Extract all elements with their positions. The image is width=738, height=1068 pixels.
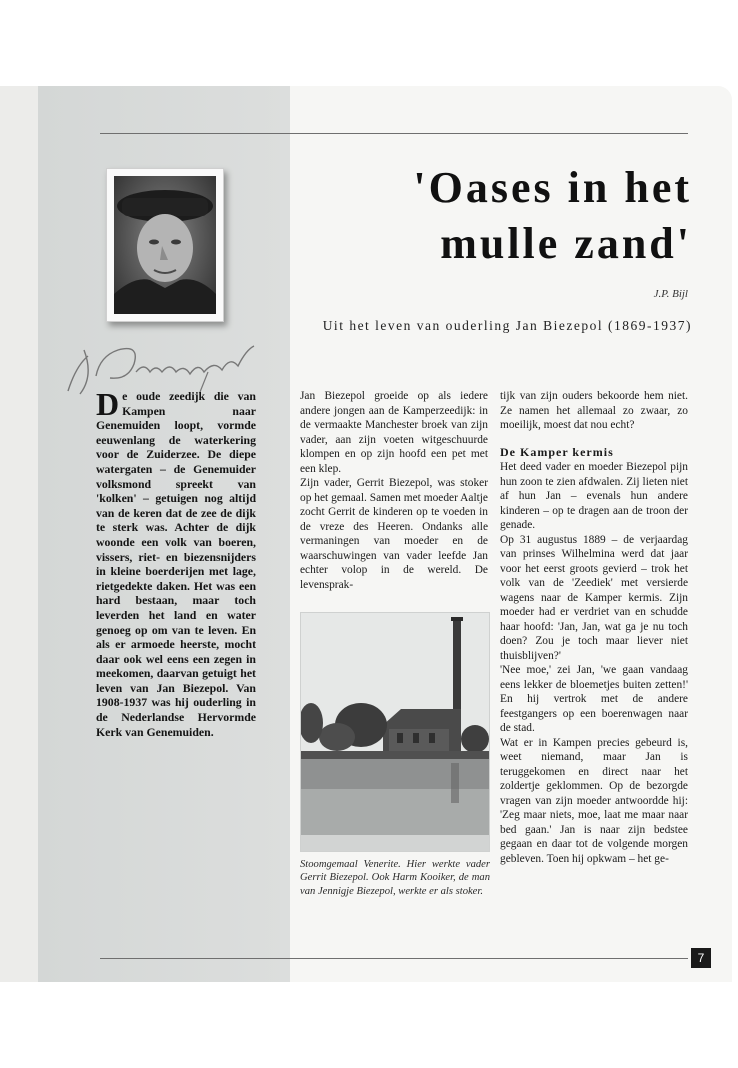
text-column-1: [300, 389, 488, 592]
paragraph: Het deed vader en moeder Biezepol pijn hun zoon te zien afdwalen. Zij lieten niet af hun Jan – evenals hun andere kinderen – op te dragen aan de troon der genade.: [500, 461, 688, 531]
intro-paragraph: [96, 386, 256, 739]
factory-photo: [300, 612, 490, 852]
paragraph: Wat er in Kampen precies gebeurd is, weet niemand, maar Jan is teruggekomen en direct naar het zoldertje geklommen. Op de bezorgde vragen van zijn moeder antwoordde hij: 'Zeg maar niets, moe, laat me maar naar bed gaan.' Jan is naar zijn bedstee gegaan en daar tot de volgende morgen gebleven. Toen hij opkwam – het ge-: [500, 736, 688, 865]
intro-text: e oude zeedijk die van Kampen naar Genemuiden loopt, vormde eeuwenlang de waterkering voor de Zuiderzee. De diepe watergaten – de Genemuider volksmond spreekt van 'kolken' – getuigen nog altijd van de keren dat de zee de dijk te sterk was. Achter de dijk woonde een volk van boeren, vissers, riet- en biezensnijders in kleine boerderijen met lage, rietgedekte daken. Het was een hard bestaan, maar toch leverden het land en water genoeg op om van te leven. En als er armoede heerste, mocht daar ook wel eens een zegen in meekomen, daarvan getuigt het leven van Jan Biezepol. Van 1908-1937 was hij ouderling in de Nederlandse Hervormde Kerk van Genemuiden.: [96, 389, 256, 739]
article-title-line-1: 'Oases in het: [413, 163, 692, 212]
article-subtitle: Uit het leven van ouderling Jan Biezepol (1869-1937): [322, 318, 692, 333]
drop-cap: D: [96, 386, 120, 422]
portrait-photo: [106, 168, 224, 322]
top-rule: [100, 133, 688, 134]
section-heading: De Kamper kermis: [500, 444, 614, 459]
article-title-line-2: mulle zand': [440, 219, 692, 268]
paragraph: Jan Biezepol groeide op als iedere andere jongen aan de Kamperzeedijk: in de vermaakte Manchester broek van zijn vader, aan zijn voeten witgeschuurde klompen en op zijn hoofd een pet met een klep.: [300, 390, 488, 475]
paragraph: 'Nee moe,' zei Jan, 'we gaan vandaag eens lekker de bloemetjes buiten zetten!' En hij vertrok met de andere feestgangers op een boerenwagen naar de stad.: [500, 664, 688, 734]
photo-caption: Stoomgemaal Venerite. Hier werkte vader Gerrit Biezepol. Ook Harm Kooiker, de man van Jennigje Biezepol, werkte er als stoker.: [300, 859, 490, 897]
bottom-rule: [100, 958, 688, 959]
page-number: 7: [691, 948, 711, 968]
paragraph: Zijn vader, Gerrit Biezepol, was stoker op het gemaal. Samen met moeder Aaltje zocht Gerrit de kinderen op te voeden in de vreze des Heeren. Ondanks alle vermaningen van moeder en de waarschuwingen van vader leefde Jan echter volop in de wereld. De levensprak-: [300, 477, 488, 591]
article-title: [300, 160, 692, 272]
author-byline: J.P. Bijl: [653, 288, 688, 300]
text-column-2: [500, 389, 688, 866]
page-gutter: [0, 86, 39, 982]
paragraph: Op 31 augustus 1889 – de verjaardag van prinses Wilhelmina werd dat jaar voor het eerst groots gevierd – trok het volk van de 'Zeediek' met versierde wagens naar de Kamper kermis. Zijn moeder had er verdriet van en schudde haar hoofd: 'Jan, Jan, wat ga je nu toch doen? Zou je toch maar liever niet thuisblijven?': [500, 533, 688, 662]
paragraph: tijk van zijn ouders bekoorde hem niet. Ze namen het allemaal zo zwaar, zo moeilijk, moest dat nou echt?: [500, 390, 688, 431]
